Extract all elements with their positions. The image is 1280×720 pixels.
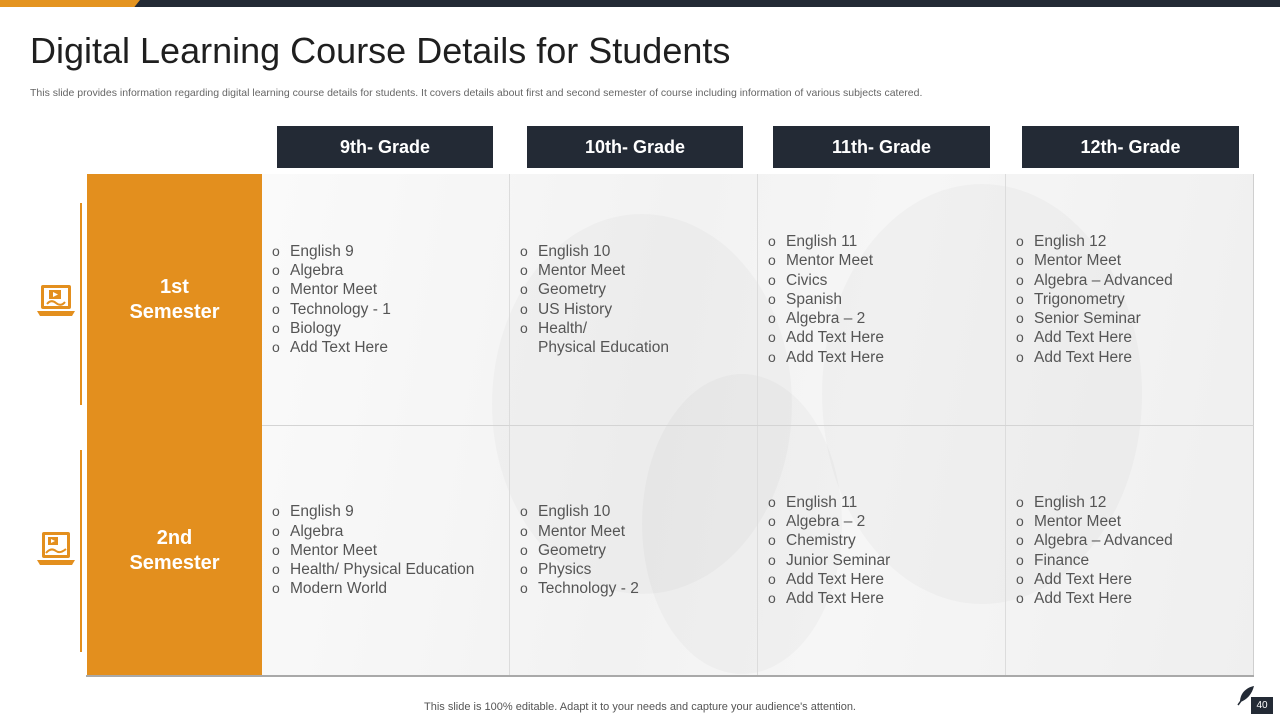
list-item: o Algebra – 2 bbox=[768, 309, 884, 328]
semester-1-label bbox=[87, 174, 262, 425]
cell-sem1-grade9 bbox=[272, 174, 508, 425]
list-item: o Add Text Here bbox=[1016, 589, 1173, 608]
semester-2-accent-line bbox=[80, 450, 82, 652]
list-item: o Spanish bbox=[768, 290, 884, 309]
list-item: o US History bbox=[520, 300, 669, 319]
cell-sem2-grade12 bbox=[1016, 425, 1252, 676]
list-item: o Mentor Meet bbox=[768, 251, 884, 270]
list-item: o Physics bbox=[520, 560, 639, 579]
semester-2-label bbox=[87, 425, 262, 676]
subject-list bbox=[768, 232, 884, 366]
cell-sem2-grade10 bbox=[520, 425, 756, 676]
list-item: o Add Text Here bbox=[768, 570, 890, 589]
list-item: o Biology bbox=[272, 319, 391, 338]
list-item: o Geometry bbox=[520, 280, 669, 299]
semester-1-accent-line bbox=[80, 203, 82, 405]
list-item: o Senior Seminar bbox=[1016, 309, 1173, 328]
list-item: o Modern World bbox=[272, 579, 474, 598]
subject-list bbox=[1016, 493, 1173, 608]
list-item: o Mentor Meet bbox=[520, 261, 669, 280]
subject-list bbox=[520, 242, 669, 357]
list-item: o English 10 bbox=[520, 502, 639, 521]
list-item: o Mentor Meet bbox=[272, 541, 474, 560]
semester-1-label-line2: Semester bbox=[129, 300, 220, 323]
list-item: o Junior Seminar bbox=[768, 551, 890, 570]
slide-subtitle: This slide provides information regarding digital learning course details for students. It covers details about first and second semester of course including information of various subjects catered. bbox=[30, 87, 923, 99]
list-item-continuation: Physical Education bbox=[538, 338, 669, 356]
grade-header-12: 12th- Grade bbox=[1022, 126, 1239, 168]
top-bar bbox=[0, 0, 1280, 7]
list-item: o English 10 bbox=[520, 242, 669, 261]
cell-sem2-grade9 bbox=[272, 425, 508, 676]
list-item: o English 12 bbox=[1016, 232, 1173, 251]
list-item: o Add Text Here bbox=[768, 589, 890, 608]
semester-2-label-line2: Semester bbox=[129, 551, 220, 574]
list-item: o Mentor Meet bbox=[520, 522, 639, 541]
list-item: o Health/ bbox=[520, 319, 669, 338]
list-item: o Algebra bbox=[272, 522, 474, 541]
list-item: o Algebra – 2 bbox=[768, 512, 890, 531]
grade-header-10: 10th- Grade bbox=[527, 126, 743, 168]
list-item: o English 9 bbox=[272, 502, 474, 521]
subject-list bbox=[520, 502, 639, 598]
list-item: o English 9 bbox=[272, 242, 391, 261]
cell-sem1-grade10 bbox=[520, 174, 756, 425]
subject-list bbox=[272, 502, 474, 598]
tablet-video-icon bbox=[34, 528, 78, 572]
list-item: o Geometry bbox=[520, 541, 639, 560]
list-item: o English 11 bbox=[768, 493, 890, 512]
semester-2-label-line1: 2nd bbox=[156, 526, 193, 549]
list-item: o Mentor Meet bbox=[1016, 251, 1173, 270]
list-item: o Finance bbox=[1016, 551, 1173, 570]
list-item: o Trigonometry bbox=[1016, 290, 1173, 309]
list-item: o Mentor Meet bbox=[272, 280, 391, 299]
grade-header-11: 11th- Grade bbox=[773, 126, 990, 168]
list-item: o English 12 bbox=[1016, 493, 1173, 512]
cell-sem2-grade11 bbox=[768, 425, 1004, 676]
laptop-video-icon bbox=[34, 280, 78, 324]
subject-list bbox=[272, 242, 391, 357]
list-item: o Add Text Here bbox=[272, 338, 391, 357]
cell-sem1-grade12 bbox=[1016, 174, 1252, 425]
slide-title: Digital Learning Course Details for Students bbox=[30, 30, 731, 71]
list-item: o Algebra – Advanced bbox=[1016, 531, 1173, 550]
grade-header-9: 9th- Grade bbox=[277, 126, 493, 168]
list-item: o Chemistry bbox=[768, 531, 890, 550]
list-item: o Mentor Meet bbox=[1016, 512, 1173, 531]
list-item: o Add Text Here bbox=[1016, 328, 1173, 347]
subject-list bbox=[1016, 232, 1173, 366]
list-item: o Technology - 1 bbox=[272, 300, 391, 319]
subject-list bbox=[768, 493, 890, 608]
list-item: o Algebra bbox=[272, 261, 391, 280]
slide-footer-note: This slide is 100% editable. Adapt it to your needs and capture your audience's attention. bbox=[424, 701, 856, 713]
semester-1-label-line1: 1st bbox=[160, 275, 189, 298]
list-item: o Algebra – Advanced bbox=[1016, 271, 1173, 290]
list-item: o Civics bbox=[768, 271, 884, 290]
list-item: o Add Text Here bbox=[1016, 570, 1173, 589]
top-bar-accent bbox=[0, 0, 140, 7]
list-item: o Add Text Here bbox=[1016, 348, 1173, 367]
cell-sem1-grade11 bbox=[768, 174, 1004, 425]
list-item: o English 11 bbox=[768, 232, 884, 251]
list-item: o Add Text Here bbox=[768, 348, 884, 367]
list-item: o Add Text Here bbox=[768, 328, 884, 347]
page-number: 40 bbox=[1251, 697, 1273, 714]
list-item: o Technology - 2 bbox=[520, 579, 639, 598]
list-item: o Health/ Physical Education bbox=[272, 560, 474, 579]
